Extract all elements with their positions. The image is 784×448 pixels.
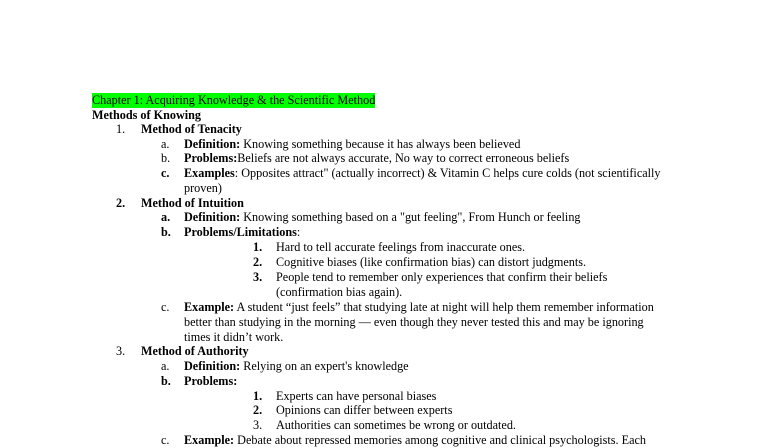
item-text: : xyxy=(296,225,301,239)
subitem-text: Authorities can sometimes be wrong or outdated. xyxy=(276,418,516,432)
subitem-text: Hard to tell accurate feelings from inaccurate ones. xyxy=(276,240,526,254)
list-item xyxy=(184,300,654,315)
method-title: Method of Tenacity xyxy=(141,122,242,136)
subitem-text: Experts can have personal biases xyxy=(276,389,437,403)
chapter-title: Chapter 1: Acquiring Knowledge & the Scientific Method xyxy=(92,93,376,107)
item-marker: a. xyxy=(161,210,171,224)
subitem-text: Opinions can differ between experts xyxy=(276,403,453,417)
item-label: Example: xyxy=(184,300,235,314)
item-label: Definition: xyxy=(184,137,241,151)
list-item xyxy=(184,374,237,389)
method-number: 1. xyxy=(116,122,126,136)
item-continuation: better than studying in the morning — even though they never tested this and may be ignoring xyxy=(184,315,644,329)
item-continuation: proven) xyxy=(184,181,222,195)
subitem-marker: 3. xyxy=(253,270,263,284)
item-text: Debate about repressed memories among cognitive and clinical psychologists. Each xyxy=(234,433,646,447)
section-heading: Methods of Knowing xyxy=(92,108,202,122)
subitem-marker: 2. xyxy=(253,403,263,417)
list-item xyxy=(184,210,581,225)
item-text: Knowing something based on a "gut feeling", From Hunch or feeling xyxy=(240,210,581,224)
item-label: Problems/Limitations xyxy=(184,225,297,239)
method-number: 2. xyxy=(116,196,126,210)
method-title: Method of Authority xyxy=(141,344,249,358)
item-text: Beliefs are not always accurate, No way to correct erroneous beliefs xyxy=(237,151,570,165)
list-item xyxy=(184,433,646,448)
list-item xyxy=(184,151,569,166)
item-label: Definition: xyxy=(184,210,241,224)
item-marker: b. xyxy=(161,374,171,388)
list-item xyxy=(184,359,409,374)
item-label: Definition: xyxy=(184,359,241,373)
list-item xyxy=(184,225,300,240)
item-marker: b. xyxy=(161,225,171,239)
item-marker: c. xyxy=(161,166,170,180)
list-item xyxy=(184,166,661,181)
subitem-marker: 1. xyxy=(253,240,263,254)
item-label: Examples xyxy=(184,166,235,180)
subitem-marker: 3. xyxy=(253,418,263,432)
item-text: Relying on an expert's knowledge xyxy=(240,359,409,373)
item-continuation: times it didn’t work. xyxy=(184,330,284,344)
subitem-marker: 2. xyxy=(253,255,263,269)
method-title: Method of Intuition xyxy=(141,196,244,210)
item-marker: c. xyxy=(161,433,170,447)
subitem-text: Cognitive biases (like confirmation bias) can distort judgments. xyxy=(276,255,587,269)
item-text: Knowing something because it has always been believed xyxy=(240,137,521,151)
item-text: : Opposites attract" (actually incorrect) & Vitamin C helps cure colds (not scientifically xyxy=(234,166,661,180)
list-item xyxy=(184,137,520,152)
item-text: A student “just feels” that studying late at night will help them remember information xyxy=(234,300,654,314)
subitem-text: People tend to remember only experiences that confirm their beliefs xyxy=(276,270,608,284)
item-marker: a. xyxy=(161,137,170,151)
item-label: Example: xyxy=(184,433,235,447)
item-marker: b. xyxy=(161,151,171,165)
item-marker: c. xyxy=(161,300,170,314)
item-label: Problems: xyxy=(184,374,238,388)
subitem-marker: 1. xyxy=(253,389,263,403)
item-label: Problems: xyxy=(184,151,238,165)
subitem-continuation: (confirmation bias again). xyxy=(276,285,403,299)
item-marker: a. xyxy=(161,359,170,373)
method-number: 3. xyxy=(116,344,126,358)
